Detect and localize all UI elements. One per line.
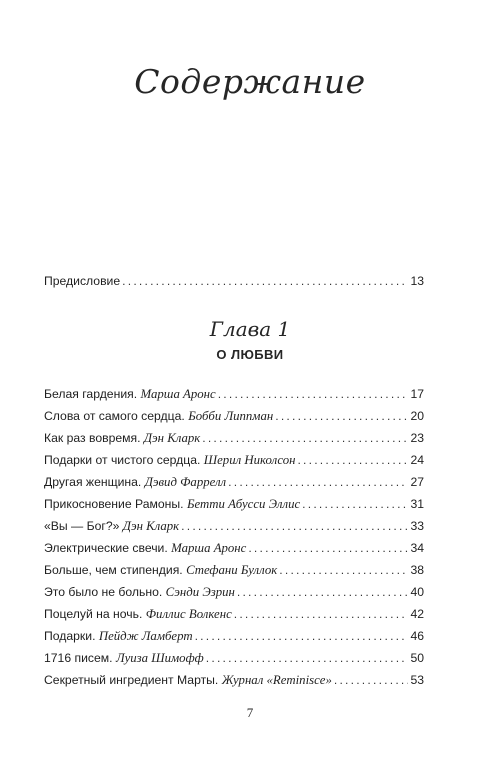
toc-entry-author: Бобби Липпман: [188, 409, 274, 423]
toc-entry-author: Пейдж Ламберт: [98, 629, 193, 643]
toc-entry: [44, 628, 424, 644]
toc-page-number: 27: [410, 475, 424, 489]
toc-entry-text: [44, 452, 295, 468]
dot-leader: [275, 408, 408, 424]
toc-entry: [44, 496, 424, 512]
toc-entry-author: Луиза Шимофф: [115, 651, 204, 665]
toc-page-number: 24: [410, 453, 424, 467]
toc-entry-author: Бетти Абусси Эллис: [186, 497, 301, 511]
toc-entry-author: Шерил Николсон: [203, 453, 296, 467]
toc-entry-title: Это было не больно.: [44, 585, 163, 599]
toc-entry-author: Сэнди Эзрин: [165, 585, 235, 599]
toc-page-number: 53: [410, 673, 424, 687]
dot-leader: [302, 496, 408, 512]
toc-entry: [44, 650, 424, 666]
toc-page-number: 13: [410, 274, 424, 288]
toc-page-number: 20: [410, 409, 424, 423]
toc-entry: [44, 452, 424, 468]
toc-entry-text: [44, 650, 204, 666]
dot-leader: [234, 606, 408, 622]
toc-page-number: 38: [410, 563, 424, 577]
toc-page-number: 50: [410, 651, 424, 665]
toc-entry-text: [44, 386, 216, 402]
dot-leader: [122, 273, 408, 289]
toc-entry-author: Дэн Кларк: [122, 519, 180, 533]
toc-entry-text: [44, 518, 179, 534]
toc-page-number: 23: [410, 431, 424, 445]
toc-entry-title: 1716 писем.: [44, 651, 113, 665]
toc-entry: [44, 430, 424, 446]
toc-page-number: 31: [410, 497, 424, 511]
toc-entry-title: Как раз вовремя.: [44, 431, 141, 445]
dot-leader: [202, 430, 408, 446]
toc-entry-text: [44, 672, 332, 688]
toc-entry-title: Подарки.: [44, 629, 96, 643]
toc-entry-title: Поцелуй на ночь.: [44, 607, 143, 621]
page-title: Содержание: [134, 62, 366, 101]
toc-entry: [44, 606, 424, 622]
toc-entry-text: [44, 430, 200, 446]
toc-entry-author: Стефани Буллок: [186, 563, 278, 577]
toc-entry: [44, 518, 424, 534]
toc-entry: [44, 386, 424, 402]
dot-leader: [237, 584, 408, 600]
toc-page-number: 46: [410, 629, 424, 643]
toc-entry-title: «Вы — Бог?»: [44, 519, 120, 533]
toc-entry: [44, 562, 424, 578]
toc-entry-title: Другая женщина.: [44, 475, 142, 489]
toc-entry-text: [44, 562, 277, 578]
toc-entry-preface: [44, 273, 424, 289]
toc-entry-author: Дэн Кларк: [143, 431, 201, 445]
toc-entry: [44, 672, 424, 688]
dot-leader: [279, 562, 408, 578]
toc-entry-text: [44, 606, 232, 622]
dot-leader: [195, 628, 408, 644]
toc-entry-text: [44, 474, 226, 490]
dot-leader: [228, 474, 408, 490]
toc-entry-author: Дэвид Фаррелл: [144, 475, 227, 489]
toc-entry: [44, 408, 424, 424]
toc-entry-title: Подарки от чистого сердца.: [44, 453, 201, 467]
toc-entry-text: [44, 584, 235, 600]
dot-leader: [218, 386, 408, 402]
dot-leader: [334, 672, 408, 688]
toc-entry-text: [44, 628, 193, 644]
toc-page-number: 34: [410, 541, 424, 555]
dot-leader: [206, 650, 408, 666]
page-number: 7: [246, 705, 254, 720]
toc-page-number: 42: [410, 607, 424, 621]
toc-entry-author: Филлис Волкенс: [145, 607, 232, 621]
toc-entry-text: [44, 540, 246, 556]
toc-entry-title: Прикосновение Рамоны.: [44, 497, 184, 511]
dot-leader: [297, 452, 408, 468]
toc-entry-title: Электрические свечи.: [44, 541, 168, 555]
toc-entry: [44, 584, 424, 600]
toc-entry: [44, 540, 424, 556]
dot-leader: [181, 518, 408, 534]
toc-entry-author: Марша Аронс: [171, 541, 247, 555]
toc-entry: [44, 474, 424, 490]
chapter-subtitle: О ЛЮБВИ: [216, 347, 284, 362]
toc-page-number: 33: [410, 519, 424, 533]
toc-entry-title: Больше, чем стипендия.: [44, 563, 183, 577]
toc-page-number: 17: [410, 387, 424, 401]
toc-entry-title: Белая гардения.: [44, 387, 138, 401]
toc-page-number: 40: [410, 585, 424, 599]
toc-entry-text: [44, 496, 300, 512]
dot-leader: [248, 540, 408, 556]
chapter-heading: Глава 1: [209, 317, 291, 341]
toc-entry-author: Марша Аронс: [140, 387, 216, 401]
toc-entry-text: [44, 408, 273, 424]
toc-entry-title: Предисловие: [44, 274, 121, 288]
toc-entry-author: Журнал «Reminisce»: [221, 673, 332, 687]
toc-entry-title: Слова от самого сердца.: [44, 409, 185, 423]
toc-entry-title: Секретный ингредиент Марты.: [44, 673, 219, 687]
